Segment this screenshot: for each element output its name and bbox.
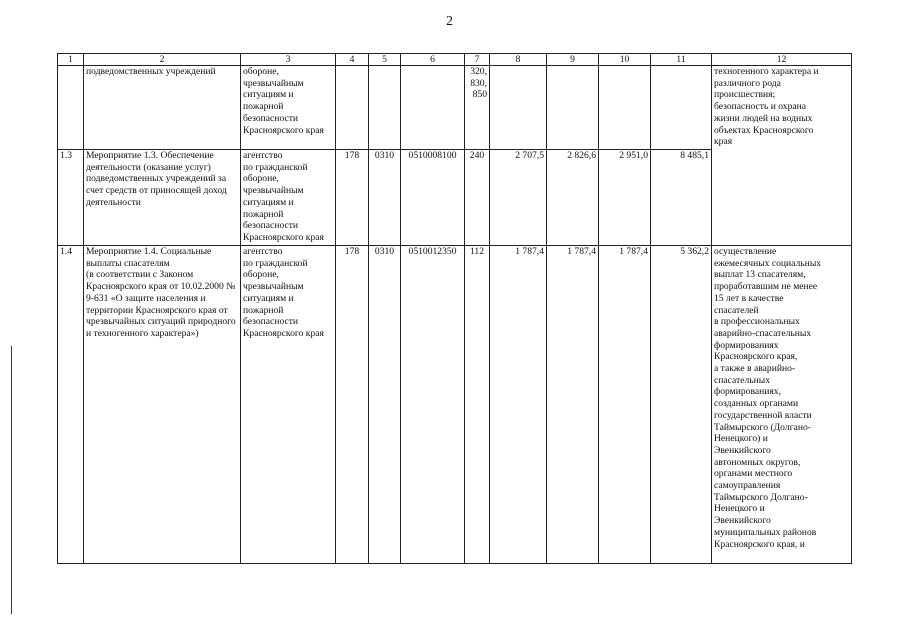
csr-code: 0510012350 [401, 246, 465, 564]
page-number: 2 [446, 14, 453, 29]
csr-code [401, 66, 465, 150]
header-cell: 7 [465, 54, 490, 66]
year2-value: 1 787,4 [547, 246, 599, 564]
rzpr-code [369, 66, 401, 150]
program-table [57, 53, 852, 564]
year1-value: 2 707,5 [490, 150, 547, 246]
grbs-code: 178 [336, 150, 369, 246]
header-cell: 10 [599, 54, 651, 66]
year2-value [547, 66, 599, 150]
table-row [58, 246, 852, 564]
activity-name: Мероприятие 1.3. Обеспечение деятельности (оказание услуг) подведомственных учреждений за счет средств от приносящей доход деятельности [84, 150, 241, 246]
vr-code: 240 [465, 150, 490, 246]
row-number: 1.3 [58, 150, 84, 246]
activity-name: подведомственных учреждений [84, 66, 241, 150]
rzpr-code: 0310 [369, 150, 401, 246]
year1-value: 1 787,4 [490, 246, 547, 564]
total-value [651, 66, 712, 150]
row-number: 1.4 [58, 246, 84, 564]
executor: агентство по гражданской обороне, чрезвычайным ситуациям и пожарной безопасности Красноярского края [241, 246, 336, 564]
year2-value: 2 826,6 [547, 150, 599, 246]
expected-result: осуществление ежемесячных социальных выплат 13 спасателям, проработавшим не менее 15 лет в качестве спасателей в профессиональных аварийно-спасательных формированиях Красноярского края, а также в аварийно- спасательных формированиях, созданных органами государственной власти Таймырского (Долгано- Ненецкого) и Эвенкийского автономных округов, органами местного самоуправления Таймырского Долгано- Ненецкого и Эвенкийского муниципальных районов Красноярского края, и [712, 246, 852, 564]
csr-code: 0510008100 [401, 150, 465, 246]
rzpr-code: 0310 [369, 246, 401, 564]
executor: обороне, чрезвычайным ситуациям и пожарной безопасности Красноярского края [241, 66, 336, 150]
row-number [58, 66, 84, 150]
total-value: 5 362,2 [651, 246, 712, 564]
header-cell: 12 [712, 54, 852, 66]
header-cell: 4 [336, 54, 369, 66]
header-cell: 5 [369, 54, 401, 66]
year3-value [599, 66, 651, 150]
vr-code: 320, 830, 850 [465, 66, 490, 150]
year3-value: 2 951,0 [599, 150, 651, 246]
grbs-code [336, 66, 369, 150]
expected-result: техногенного характера и различного рода происшествия; безопасность и охрана жизни людей на водных объектах Красноярского края [712, 66, 852, 246]
activity-name: Мероприятие 1.4. Социальные выплаты спасателям (в соответствии с Законом Красноярского края от 10.02.2000 № 9-631 «О защите населения и территории Красноярского края от чрезвычайных ситуаций природного и техногенного характера») [84, 246, 241, 564]
vr-code: 112 [465, 246, 490, 564]
table-header-row [58, 54, 852, 66]
margin-line [11, 346, 12, 614]
header-cell: 3 [241, 54, 336, 66]
grbs-code: 178 [336, 246, 369, 564]
year1-value [490, 66, 547, 150]
header-cell: 2 [84, 54, 241, 66]
total-value: 8 485,1 [651, 150, 712, 246]
year3-value: 1 787,4 [599, 246, 651, 564]
header-cell: 8 [490, 54, 547, 66]
header-cell: 1 [58, 54, 84, 66]
executor: агентство по гражданской обороне, чрезвычайным ситуациям и пожарной безопасности Красноярского края [241, 150, 336, 246]
header-cell: 9 [547, 54, 599, 66]
header-cell: 11 [651, 54, 712, 66]
header-cell: 6 [401, 54, 465, 66]
table-row [58, 66, 852, 150]
